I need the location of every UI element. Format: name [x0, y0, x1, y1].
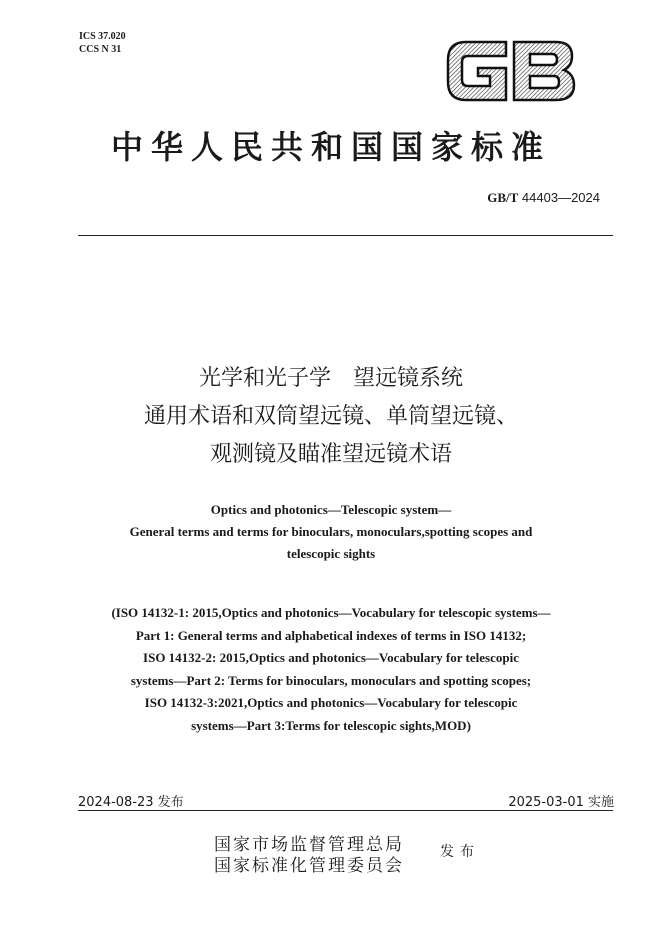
issue-label: 发布: [440, 844, 480, 860]
english-title: [70, 499, 592, 565]
ccs-code: CCS N 31: [79, 44, 122, 55]
footer-divider: [78, 810, 613, 811]
english-title-line-3: telescopic sights: [286, 546, 376, 561]
standard-title: 中华人民共和国国家标准: [110, 128, 551, 166]
iso-reference-line-1: (ISO 14132-1: 2015,Optics and photonics—Vocabulary for telescopic systems—: [111, 605, 551, 620]
header-divider: [78, 235, 613, 236]
iso-reference: [60, 602, 602, 737]
ics-code: ICS 37.020: [79, 31, 126, 42]
iso-reference-line-4: systems—Part 2: Terms for binoculars, monoculars and spotting scopes;: [130, 672, 532, 688]
iso-reference-line-5: ISO 14132-3:2021,Optics and photonics—Vocabulary for telescopic: [144, 695, 518, 710]
release-date: 2024-08-23 发布: [78, 795, 184, 810]
issuer-line-2: 国家标准化管理委员会: [214, 856, 404, 876]
implementation-date: 2025-03-01 实施: [508, 795, 614, 810]
english-title-line-2: General terms and terms for binoculars, monoculars,spotting scopes and: [129, 524, 533, 539]
standard-number-value: 44403—2024: [521, 190, 600, 205]
chinese-title-line-1: 光学和光子学 望远镜系统: [198, 366, 463, 391]
iso-reference-line-3: ISO 14132-2: 2015,Optics and photonics—Vocabulary for telescopic: [143, 650, 519, 665]
iso-reference-line-2: Part 1: General terms and alphabetical indexes of terms in ISO 14132;: [135, 627, 527, 643]
chinese-title-line-3: 观测镜及瞄准望远镜术语: [209, 442, 452, 467]
gb-logo: [444, 36, 578, 106]
issuer-line-1: 国家市场监督管理总局: [214, 835, 404, 855]
chinese-title: [0, 360, 662, 474]
classification-codes: [79, 30, 126, 56]
english-title-line-1: Optics and photonics—Telescopic system—: [210, 502, 452, 517]
standard-number-prefix: GB/T: [487, 190, 519, 205]
chinese-title-line-2: 通用术语和双筒望远镜、单筒望远镜、: [143, 404, 518, 429]
standard-number: [487, 190, 600, 206]
iso-reference-line-6: systems—Part 3:Terms for telescopic sights,MOD): [191, 717, 471, 733]
